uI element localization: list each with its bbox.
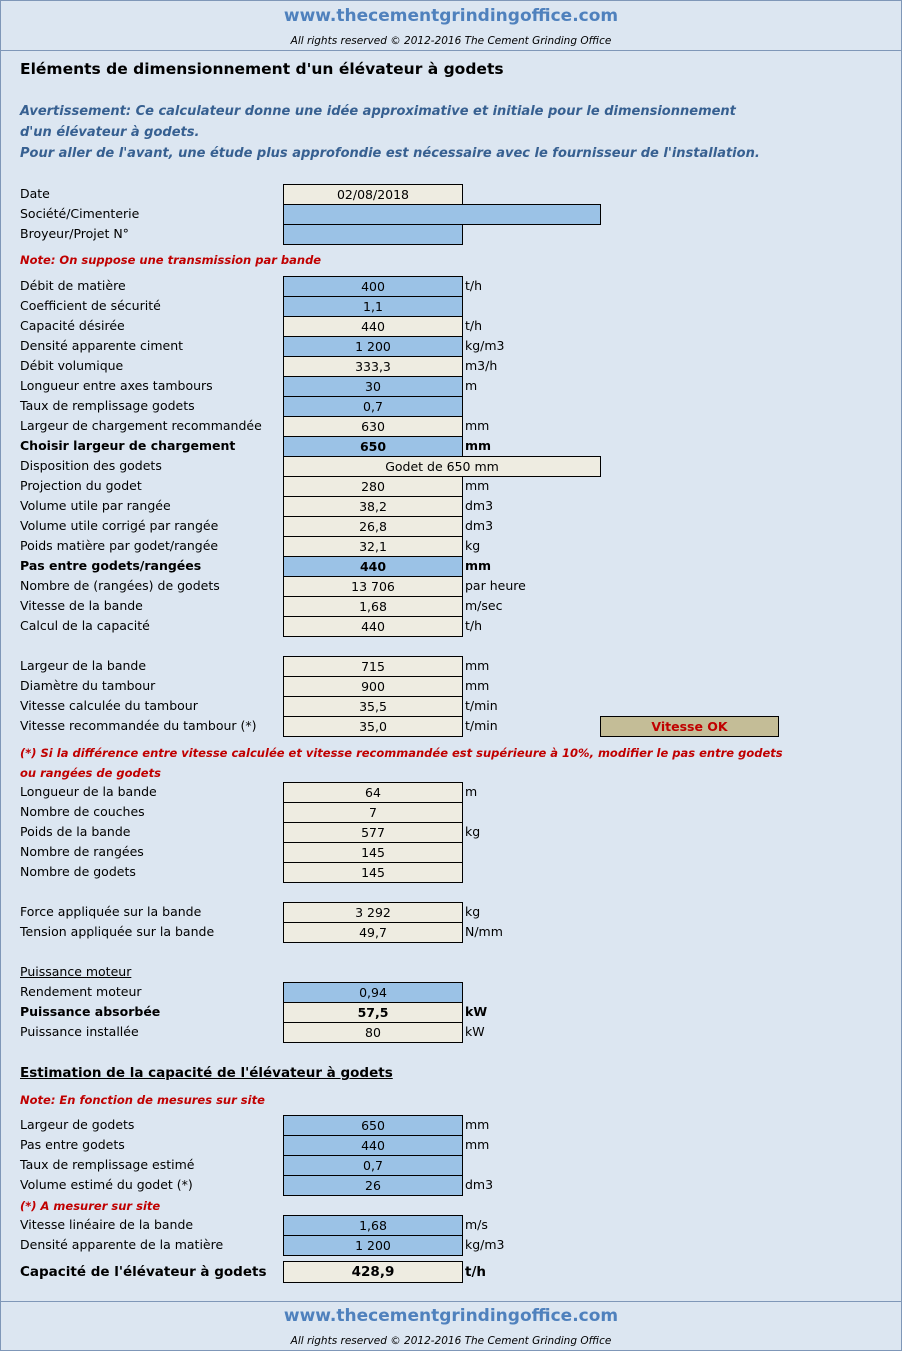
- belt-speed-value: 1,68: [283, 596, 463, 617]
- belt-width-value: 715: [283, 656, 463, 677]
- row-label: Débit de matière: [20, 278, 126, 293]
- row-unit: kg/m3: [465, 338, 505, 353]
- row-unit: mm: [465, 658, 490, 673]
- row-unit: m: [465, 784, 478, 799]
- row-unit: t/min: [465, 718, 498, 733]
- drum-speed-recommended-value: 35,0: [283, 716, 463, 737]
- belt-tension-value: 49,7: [283, 922, 463, 943]
- row-unit: dm3: [465, 1177, 494, 1192]
- row-unit: m/s: [465, 1217, 488, 1232]
- row-label: Puissance absorbée: [20, 1004, 161, 1019]
- row-unit: kg: [465, 824, 481, 839]
- motor-efficiency-input[interactable]: 0,94: [283, 982, 463, 1003]
- row-unit: m3/h: [465, 358, 498, 373]
- desired-capacity-value: 440: [283, 316, 463, 337]
- footer-site-link[interactable]: www.thecementgrindingoffice.com: [283, 1306, 619, 1326]
- buckets-count-value: 145: [283, 862, 463, 883]
- row-label: Tension appliquée sur la bande: [20, 924, 215, 939]
- bucket-pitch-input[interactable]: 440: [283, 556, 463, 577]
- row-label: Vitesse recommandée du tambour (*): [20, 718, 257, 733]
- row-label: Largeur de chargement recommandée: [20, 418, 262, 433]
- row-unit: mm: [465, 478, 490, 493]
- est-fill-rate-input[interactable]: 0,7: [283, 1155, 463, 1176]
- cement-density-input[interactable]: 1 200: [283, 336, 463, 357]
- row-unit: dm3: [465, 518, 494, 533]
- note-transmission: Note: On suppose une transmission par bande: [20, 253, 322, 267]
- drum-diameter-value: 900: [283, 676, 463, 697]
- row-unit: N/mm: [465, 924, 503, 939]
- est-belt-speed-input[interactable]: 1,68: [283, 1215, 463, 1236]
- row-unit: par heure: [465, 578, 526, 593]
- row-unit: mm: [465, 418, 490, 433]
- installed-power-value: 80: [283, 1022, 463, 1043]
- row-label: Volume utile par rangée: [20, 498, 171, 513]
- row-label: Nombre de couches: [20, 804, 145, 819]
- bucket-count-value: 13 706: [283, 576, 463, 597]
- row-label: Coefficient de sécurité: [20, 298, 161, 313]
- row-label: Taux de remplissage godets: [20, 398, 195, 413]
- company-field[interactable]: [283, 204, 601, 225]
- corrected-volume-value: 26,8: [283, 516, 463, 537]
- row-label: Poids matière par godet/rangée: [20, 538, 219, 553]
- page-title: Eléments de dimensionnement d'un élévateur à godets: [20, 60, 504, 78]
- row-unit: mm: [465, 1117, 490, 1132]
- row-label: Nombre de rangées: [20, 844, 144, 859]
- motor-heading: Puissance moteur: [20, 964, 132, 979]
- row-label: Nombre de godets: [20, 864, 136, 879]
- header-site-link[interactable]: www.thecementgrindingoffice.com: [283, 6, 619, 26]
- row-label: Nombre de (rangées) de godets: [20, 578, 220, 593]
- row-label: Densité apparente ciment: [20, 338, 184, 353]
- useful-volume-value: 38,2: [283, 496, 463, 517]
- row-label: Capacité désirée: [20, 318, 125, 333]
- belt-length-value: 64: [283, 782, 463, 803]
- speed-note-line-2: ou rangées de godets: [20, 766, 161, 780]
- estimate-heading: Estimation de la capacité de l'élévateur à godets: [20, 1065, 393, 1081]
- row-label: Largeur de godets: [20, 1117, 135, 1132]
- belt-weight-value: 577: [283, 822, 463, 843]
- row-unit: mm: [465, 678, 490, 693]
- est-bucket-width-input[interactable]: 650: [283, 1115, 463, 1136]
- row-label: Longueur de la bande: [20, 784, 157, 799]
- row-unit: m: [465, 378, 478, 393]
- calc-capacity-value: 440: [283, 616, 463, 637]
- row-unit: kW: [465, 1004, 488, 1019]
- row-unit: kg/m3: [465, 1237, 505, 1252]
- row-label: Choisir largeur de chargement: [20, 438, 236, 453]
- row-label: Puissance installée: [20, 1024, 139, 1039]
- row-label: Débit volumique: [20, 358, 124, 373]
- recommended-width-value: 630: [283, 416, 463, 437]
- row-unit: t/h: [465, 618, 483, 633]
- est-bucket-volume-input[interactable]: 26: [283, 1175, 463, 1196]
- fill-rate-input[interactable]: 0,7: [283, 396, 463, 417]
- belt-layers-value: 7: [283, 802, 463, 823]
- row-label: Vitesse calculée du tambour: [20, 698, 198, 713]
- capacity-label: Capacité de l'élévateur à godets: [20, 1264, 267, 1280]
- volumetric-flow-value: 333,3: [283, 356, 463, 377]
- header-rights: All rights reserved © 2012-2016 The Cement Grinding Office: [290, 35, 612, 47]
- row-unit: kW: [465, 1024, 485, 1039]
- row-unit: t/h: [465, 318, 483, 333]
- project-field[interactable]: [283, 224, 463, 245]
- measure-note: (*) A mesurer sur site: [20, 1199, 161, 1213]
- absorbed-power-value: 57,5: [283, 1002, 463, 1023]
- row-unit: kg: [465, 538, 481, 553]
- footer-divider: [0, 1301, 902, 1302]
- row-unit: dm3: [465, 498, 494, 513]
- drum-distance-input[interactable]: 30: [283, 376, 463, 397]
- speed-note-line-1: (*) Si la différence entre vitesse calculée et vitesse recommandée est supérieure à 10%, modifier le pas entre godets: [20, 746, 783, 760]
- capacity-result: 428,9: [283, 1261, 463, 1283]
- project-label: Broyeur/Projet N°: [20, 226, 129, 241]
- warning-line-1: Avertissement: Ce calculateur donne une idée approximative et initiale pour le dimensionnement: [20, 104, 736, 119]
- material-flow-input[interactable]: 400: [283, 276, 463, 297]
- warning-line-2: d'un élévateur à godets.: [20, 125, 200, 140]
- capacity-unit: t/h: [465, 1264, 486, 1280]
- row-unit: t/min: [465, 698, 498, 713]
- safety-coef-input[interactable]: 1,1: [283, 296, 463, 317]
- footer-rights: All rights reserved © 2012-2016 The Cement Grinding Office: [290, 1335, 612, 1347]
- estimate-note: Note: En fonction de mesures sur site: [20, 1093, 265, 1107]
- date-label: Date: [20, 186, 50, 201]
- drum-speed-calc-value: 35,5: [283, 696, 463, 717]
- row-label: Vitesse linéaire de la bande: [20, 1217, 194, 1232]
- row-label: Rendement moteur: [20, 984, 142, 999]
- row-label: Force appliquée sur la bande: [20, 904, 202, 919]
- row-unit: mm: [465, 438, 492, 453]
- row-label: Densité apparente de la matière: [20, 1237, 224, 1252]
- row-label: Vitesse de la bande: [20, 598, 143, 613]
- row-label: Largeur de la bande: [20, 658, 147, 673]
- row-label: Poids de la bande: [20, 824, 131, 839]
- material-weight-value: 32,1: [283, 536, 463, 557]
- bucket-projection-value: 280: [283, 476, 463, 497]
- date-field[interactable]: 02/08/2018: [283, 184, 463, 205]
- row-unit: t/h: [465, 278, 483, 293]
- row-label: Pas entre godets: [20, 1137, 125, 1152]
- row-label: Disposition des godets: [20, 458, 162, 473]
- company-label: Société/Cimenterie: [20, 206, 140, 221]
- row-label: Projection du godet: [20, 478, 142, 493]
- row-unit: m/sec: [465, 598, 503, 613]
- row-label: Volume utile corrigé par rangée: [20, 518, 219, 533]
- loading-width-input[interactable]: 650: [283, 436, 463, 457]
- row-label: Pas entre godets/rangées: [20, 558, 202, 573]
- row-label: Volume estimé du godet (*): [20, 1177, 193, 1192]
- header-divider: [0, 50, 902, 51]
- row-label: Taux de remplissage estimé: [20, 1157, 195, 1172]
- row-unit: kg: [465, 904, 481, 919]
- belt-force-value: 3 292: [283, 902, 463, 923]
- row-label: Diamètre du tambour: [20, 678, 156, 693]
- row-label: Longueur entre axes tambours: [20, 378, 213, 393]
- row-unit: mm: [465, 558, 492, 573]
- warning-line-3: Pour aller de l'avant, une étude plus approfondie est nécessaire avec le fournisseur de l'installation.: [20, 146, 760, 161]
- speed-status-badge: Vitesse OK: [600, 716, 779, 737]
- est-density-input[interactable]: 1 200: [283, 1235, 463, 1256]
- row-label: Calcul de la capacité: [20, 618, 150, 633]
- bucket-layout-value: Godet de 650 mm: [283, 456, 601, 477]
- row-unit: mm: [465, 1137, 490, 1152]
- est-bucket-pitch-input[interactable]: 440: [283, 1135, 463, 1156]
- rows-count-value: 145: [283, 842, 463, 863]
